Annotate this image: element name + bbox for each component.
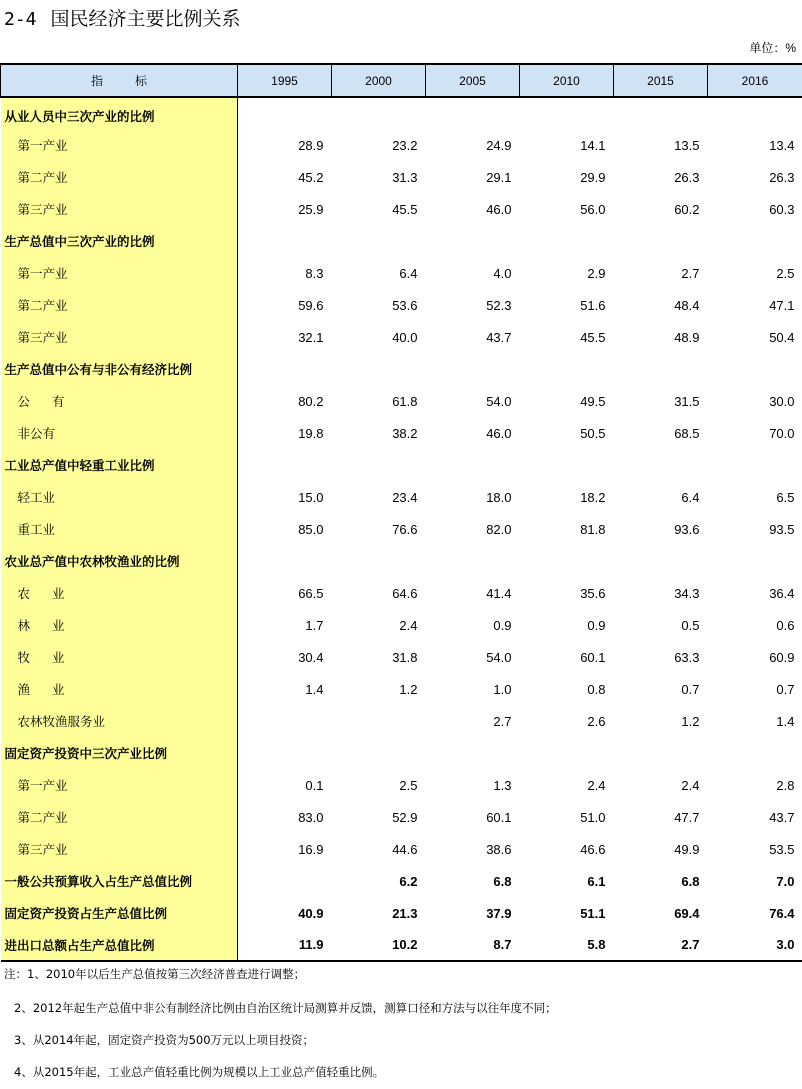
cell-value bbox=[238, 545, 332, 577]
table-row bbox=[1, 577, 802, 609]
cell-value bbox=[520, 545, 614, 577]
table-row bbox=[1, 161, 802, 193]
footnote: 4、从2015年起，工业总产值轻重比例为规模以上工业总产值轻重比例。 bbox=[14, 1065, 385, 1079]
cell-value: 54.0 bbox=[486, 393, 512, 409]
cell-value: 14.1 bbox=[580, 137, 606, 153]
cell-value bbox=[426, 545, 520, 577]
cell-value: 31.3 bbox=[392, 169, 418, 185]
table-row bbox=[1, 673, 802, 705]
cell-value: 46.0 bbox=[486, 425, 512, 441]
cell-value bbox=[426, 97, 520, 129]
cell-value bbox=[614, 225, 708, 257]
table-row bbox=[1, 225, 802, 257]
cell-value: 11.9 bbox=[238, 929, 332, 961]
cell-value bbox=[332, 737, 426, 769]
cell-value: 64.6 bbox=[392, 585, 418, 601]
cell-value: 93.6 bbox=[674, 521, 700, 537]
cell-value: 19.8 bbox=[298, 425, 324, 441]
cell-value: 1.2 bbox=[399, 681, 418, 697]
cell-value: 48.9 bbox=[674, 329, 700, 345]
cell-value bbox=[238, 353, 332, 385]
table-row bbox=[1, 289, 802, 321]
table-title: 国民经济主要比例关系 bbox=[50, 8, 241, 30]
table-row bbox=[1, 513, 802, 545]
cell-value bbox=[238, 705, 332, 737]
cell-value: 35.6 bbox=[580, 585, 606, 601]
cell-value: 51.6 bbox=[580, 297, 606, 313]
cell-value: 50.4 bbox=[769, 329, 795, 345]
cell-value: 4.0 bbox=[493, 265, 512, 281]
cell-value: 26.3 bbox=[674, 169, 700, 185]
row-label-char: 业 bbox=[52, 682, 65, 697]
row-label: 重工业 bbox=[1, 513, 238, 545]
cell-value: 93.5 bbox=[769, 521, 795, 537]
cell-value: 51.1 bbox=[580, 905, 606, 921]
cell-value: 30.0 bbox=[769, 393, 795, 409]
cell-value: 21.3 bbox=[392, 905, 418, 921]
cell-value bbox=[238, 737, 332, 769]
cell-value: 70.0 bbox=[769, 425, 795, 441]
cell-value: 48.4 bbox=[674, 297, 700, 313]
table-row bbox=[1, 929, 802, 961]
cell-value: 44.6 bbox=[392, 841, 418, 857]
cell-value: 38.6 bbox=[486, 841, 512, 857]
table-row bbox=[1, 353, 802, 385]
cell-value: 29.9 bbox=[580, 169, 606, 185]
row-label-char: 业 bbox=[52, 586, 65, 601]
row-label-char: 牧 bbox=[17, 650, 31, 665]
unit-value: % bbox=[785, 41, 796, 55]
cell-value: 43.7 bbox=[769, 809, 795, 825]
row-label-char: 渔 bbox=[17, 682, 31, 697]
row-label-char: 公 bbox=[17, 394, 31, 409]
cell-value: 34.3 bbox=[674, 585, 700, 601]
row-label-char: 林 bbox=[17, 618, 31, 633]
header-indicator bbox=[1, 64, 238, 97]
cell-value: 0.7 bbox=[776, 681, 795, 697]
cell-value bbox=[426, 737, 520, 769]
cell-value: 52.9 bbox=[392, 809, 418, 825]
cell-value bbox=[332, 449, 426, 481]
cell-value bbox=[238, 865, 332, 897]
cell-value bbox=[520, 225, 614, 257]
row-label bbox=[1, 673, 238, 705]
cell-value: 8.3 bbox=[305, 265, 324, 281]
cell-value: 54.0 bbox=[486, 649, 512, 665]
cell-value: 24.9 bbox=[486, 137, 512, 153]
row-label: 第三产业 bbox=[1, 193, 238, 225]
table-row bbox=[1, 321, 802, 353]
table-row bbox=[1, 769, 802, 801]
footnote: 2、2012年起生产总值中非公有制经济比例由自治区统计局测算并反馈，测算口径和方法与以往年度不同； bbox=[14, 1001, 557, 1015]
cell-value: 31.8 bbox=[392, 649, 418, 665]
row-label: 生产总值中公有与非公有经济比例 bbox=[1, 353, 238, 385]
cell-value: 6.4 bbox=[399, 265, 418, 281]
header-indicator-b: 标 bbox=[135, 74, 148, 88]
row-label: 农业总产值中农林牧渔业的比例 bbox=[1, 545, 238, 577]
cell-value bbox=[520, 353, 614, 385]
cell-value: 60.9 bbox=[769, 649, 795, 665]
cell-value: 6.8 bbox=[493, 873, 512, 889]
table-row bbox=[1, 193, 802, 225]
cell-value: 59.6 bbox=[298, 297, 324, 313]
cell-value: 2.7 bbox=[681, 265, 700, 281]
table-body bbox=[1, 97, 802, 961]
unit-label bbox=[749, 40, 796, 56]
cell-value: 52.3 bbox=[486, 297, 512, 313]
row-label-char: 业 bbox=[52, 618, 65, 633]
cell-value bbox=[520, 737, 614, 769]
table-row bbox=[1, 897, 802, 929]
cell-value: 1.4 bbox=[305, 681, 324, 697]
header-year: 2016 bbox=[708, 64, 802, 97]
row-label: 农林牧渔服务业 bbox=[1, 705, 238, 737]
cell-value bbox=[332, 225, 426, 257]
table-row bbox=[1, 481, 802, 513]
cell-value: 0.8 bbox=[587, 681, 606, 697]
header-year: 2010 bbox=[520, 64, 614, 97]
cell-value: 41.4 bbox=[486, 585, 512, 601]
cell-value bbox=[614, 449, 708, 481]
cell-value: 47.1 bbox=[769, 297, 795, 313]
cell-value bbox=[332, 97, 426, 129]
cell-value: 16.9 bbox=[298, 841, 324, 857]
row-label-char: 有 bbox=[52, 394, 65, 409]
cell-value: 2.6 bbox=[587, 713, 606, 729]
header-year: 2005 bbox=[426, 64, 520, 97]
cell-value: 25.9 bbox=[298, 201, 324, 217]
cell-value: 45.5 bbox=[580, 329, 606, 345]
table-row bbox=[1, 257, 802, 289]
cell-value bbox=[426, 225, 520, 257]
cell-value: 46.6 bbox=[580, 841, 606, 857]
cell-value: 56.0 bbox=[580, 201, 606, 217]
cell-value: 60.1 bbox=[580, 649, 606, 665]
cell-value: 36.4 bbox=[769, 585, 795, 601]
cell-value bbox=[708, 449, 802, 481]
cell-value: 1.0 bbox=[493, 681, 512, 697]
cell-value: 49.5 bbox=[580, 393, 606, 409]
cell-value: 81.8 bbox=[580, 521, 606, 537]
cell-value bbox=[614, 97, 708, 129]
cell-value: 0.1 bbox=[305, 777, 324, 793]
cell-value bbox=[708, 737, 802, 769]
cell-value bbox=[520, 449, 614, 481]
table-number: 2-4 bbox=[4, 9, 37, 30]
cell-value bbox=[708, 97, 802, 129]
cell-value bbox=[238, 225, 332, 257]
header-indicator-a: 指 bbox=[90, 74, 103, 88]
cell-value: 76.4 bbox=[769, 905, 795, 921]
table-row bbox=[1, 641, 802, 673]
cell-value: 85.0 bbox=[298, 521, 324, 537]
cell-value: 53.6 bbox=[392, 297, 418, 313]
cell-value bbox=[238, 97, 332, 129]
cell-value: 0.7 bbox=[681, 681, 700, 697]
page-title bbox=[4, 4, 241, 34]
unit-prefix: 单位： bbox=[749, 41, 786, 55]
cell-value bbox=[426, 353, 520, 385]
cell-value: 10.2 bbox=[332, 929, 426, 961]
cell-value: 2.7 bbox=[493, 713, 512, 729]
cell-value: 6.5 bbox=[776, 489, 795, 505]
row-label: 第二产业 bbox=[1, 289, 238, 321]
cell-value: 2.7 bbox=[614, 929, 708, 961]
cell-value: 53.5 bbox=[769, 841, 795, 857]
cell-value bbox=[332, 353, 426, 385]
cell-value bbox=[614, 737, 708, 769]
header-year: 2015 bbox=[614, 64, 708, 97]
cell-value: 76.6 bbox=[392, 521, 418, 537]
row-label: 第二产业 bbox=[1, 801, 238, 833]
cell-value bbox=[426, 449, 520, 481]
table-row bbox=[1, 417, 802, 449]
cell-value: 49.9 bbox=[674, 841, 700, 857]
cell-value: 23.4 bbox=[392, 489, 418, 505]
row-label: 第一产业 bbox=[1, 769, 238, 801]
cell-value bbox=[708, 545, 802, 577]
row-label: 进出口总额占生产总值比例 bbox=[1, 929, 238, 961]
row-label bbox=[1, 609, 238, 641]
row-label bbox=[1, 641, 238, 673]
header-row bbox=[1, 64, 802, 97]
cell-value: 43.7 bbox=[486, 329, 512, 345]
table-row bbox=[1, 609, 802, 641]
cell-value: 1.4 bbox=[776, 713, 795, 729]
cell-value: 83.0 bbox=[298, 809, 324, 825]
cell-value: 18.2 bbox=[580, 489, 606, 505]
row-label: 生产总值中三次产业的比例 bbox=[1, 225, 238, 257]
cell-value: 6.8 bbox=[681, 873, 700, 889]
cell-value: 60.2 bbox=[674, 201, 700, 217]
table-row bbox=[1, 97, 802, 129]
cell-value: 40.9 bbox=[298, 905, 324, 921]
cell-value: 8.7 bbox=[426, 929, 520, 961]
cell-value: 40.0 bbox=[392, 329, 418, 345]
cell-value: 26.3 bbox=[769, 169, 795, 185]
cell-value bbox=[238, 449, 332, 481]
cell-value: 2.4 bbox=[587, 777, 606, 793]
cell-value bbox=[614, 353, 708, 385]
cell-value bbox=[708, 353, 802, 385]
cell-value: 60.1 bbox=[486, 809, 512, 825]
cell-value: 6.2 bbox=[399, 873, 418, 889]
cell-value: 2.5 bbox=[399, 777, 418, 793]
cell-value: 82.0 bbox=[486, 521, 512, 537]
cell-value: 2.4 bbox=[399, 617, 418, 633]
cell-value: 13.5 bbox=[674, 137, 700, 153]
cell-value: 5.8 bbox=[520, 929, 614, 961]
cell-value: 37.9 bbox=[486, 905, 512, 921]
cell-value: 7.0 bbox=[776, 873, 795, 889]
row-label bbox=[1, 385, 238, 417]
cell-value: 0.5 bbox=[681, 617, 700, 633]
cell-value: 18.0 bbox=[486, 489, 512, 505]
cell-value: 66.5 bbox=[298, 585, 324, 601]
cell-value: 15.0 bbox=[298, 489, 324, 505]
cell-value: 0.9 bbox=[493, 617, 512, 633]
row-label-char: 农 bbox=[17, 586, 31, 601]
row-label: 第一产业 bbox=[1, 257, 238, 289]
cell-value: 80.2 bbox=[298, 393, 324, 409]
cell-value: 13.4 bbox=[769, 137, 795, 153]
row-label-char: 业 bbox=[52, 650, 65, 665]
cell-value bbox=[708, 225, 802, 257]
cell-value: 63.3 bbox=[674, 649, 700, 665]
cell-value bbox=[520, 97, 614, 129]
row-label: 一般公共预算收入占生产总值比例 bbox=[1, 865, 238, 897]
cell-value: 1.2 bbox=[681, 713, 700, 729]
ratio-table bbox=[0, 63, 802, 962]
cell-value: 32.1 bbox=[298, 329, 324, 345]
cell-value: 0.6 bbox=[776, 617, 795, 633]
cell-value: 38.2 bbox=[392, 425, 418, 441]
row-label: 从业人员中三次产业的比例 bbox=[1, 97, 238, 129]
row-label: 第一产业 bbox=[1, 129, 238, 161]
cell-value: 29.1 bbox=[486, 169, 512, 185]
table-row bbox=[1, 129, 802, 161]
cell-value: 69.4 bbox=[674, 905, 700, 921]
cell-value: 2.4 bbox=[681, 777, 700, 793]
cell-value: 68.5 bbox=[674, 425, 700, 441]
table-row bbox=[1, 449, 802, 481]
row-label: 第二产业 bbox=[1, 161, 238, 193]
cell-value: 30.4 bbox=[298, 649, 324, 665]
row-label: 非公有 bbox=[1, 417, 238, 449]
cell-value bbox=[332, 545, 426, 577]
table-row bbox=[1, 833, 802, 865]
header-year: 1995 bbox=[238, 64, 332, 97]
cell-value: 60.3 bbox=[769, 201, 795, 217]
cell-value: 2.8 bbox=[776, 777, 795, 793]
cell-value: 0.9 bbox=[587, 617, 606, 633]
cell-value bbox=[332, 705, 426, 737]
row-label: 固定资产投资中三次产业比例 bbox=[1, 737, 238, 769]
row-label: 第三产业 bbox=[1, 321, 238, 353]
row-label: 工业总产值中轻重工业比例 bbox=[1, 449, 238, 481]
cell-value: 2.9 bbox=[587, 265, 606, 281]
cell-value: 61.8 bbox=[392, 393, 418, 409]
cell-value: 2.5 bbox=[776, 265, 795, 281]
footnote: 注：1、2010年以后生产总值按第三次经济普查进行调整； bbox=[4, 967, 306, 981]
cell-value: 6.4 bbox=[681, 489, 700, 505]
cell-value: 23.2 bbox=[392, 137, 418, 153]
row-label bbox=[1, 577, 238, 609]
cell-value: 3.0 bbox=[708, 929, 802, 961]
cell-value bbox=[614, 545, 708, 577]
data-table-wrap bbox=[0, 63, 802, 962]
cell-value: 45.2 bbox=[298, 169, 324, 185]
row-label: 第三产业 bbox=[1, 833, 238, 865]
cell-value: 46.0 bbox=[486, 201, 512, 217]
cell-value: 50.5 bbox=[580, 425, 606, 441]
cell-value: 1.7 bbox=[305, 617, 324, 633]
cell-value: 45.5 bbox=[392, 201, 418, 217]
table-row bbox=[1, 865, 802, 897]
cell-value: 6.1 bbox=[587, 873, 606, 889]
cell-value: 1.3 bbox=[493, 777, 512, 793]
header-year: 2000 bbox=[332, 64, 426, 97]
cell-value: 31.5 bbox=[674, 393, 700, 409]
row-label: 轻工业 bbox=[1, 481, 238, 513]
table-row bbox=[1, 705, 802, 737]
cell-value: 28.9 bbox=[298, 137, 324, 153]
row-label: 固定资产投资占生产总值比例 bbox=[1, 897, 238, 929]
table-row bbox=[1, 737, 802, 769]
cell-value: 51.0 bbox=[580, 809, 606, 825]
table-row bbox=[1, 801, 802, 833]
footnote: 3、从2014年起，固定资产投资为500万元以上项目投资； bbox=[14, 1033, 315, 1047]
table-row bbox=[1, 385, 802, 417]
table-row bbox=[1, 545, 802, 577]
cell-value: 47.7 bbox=[674, 809, 700, 825]
